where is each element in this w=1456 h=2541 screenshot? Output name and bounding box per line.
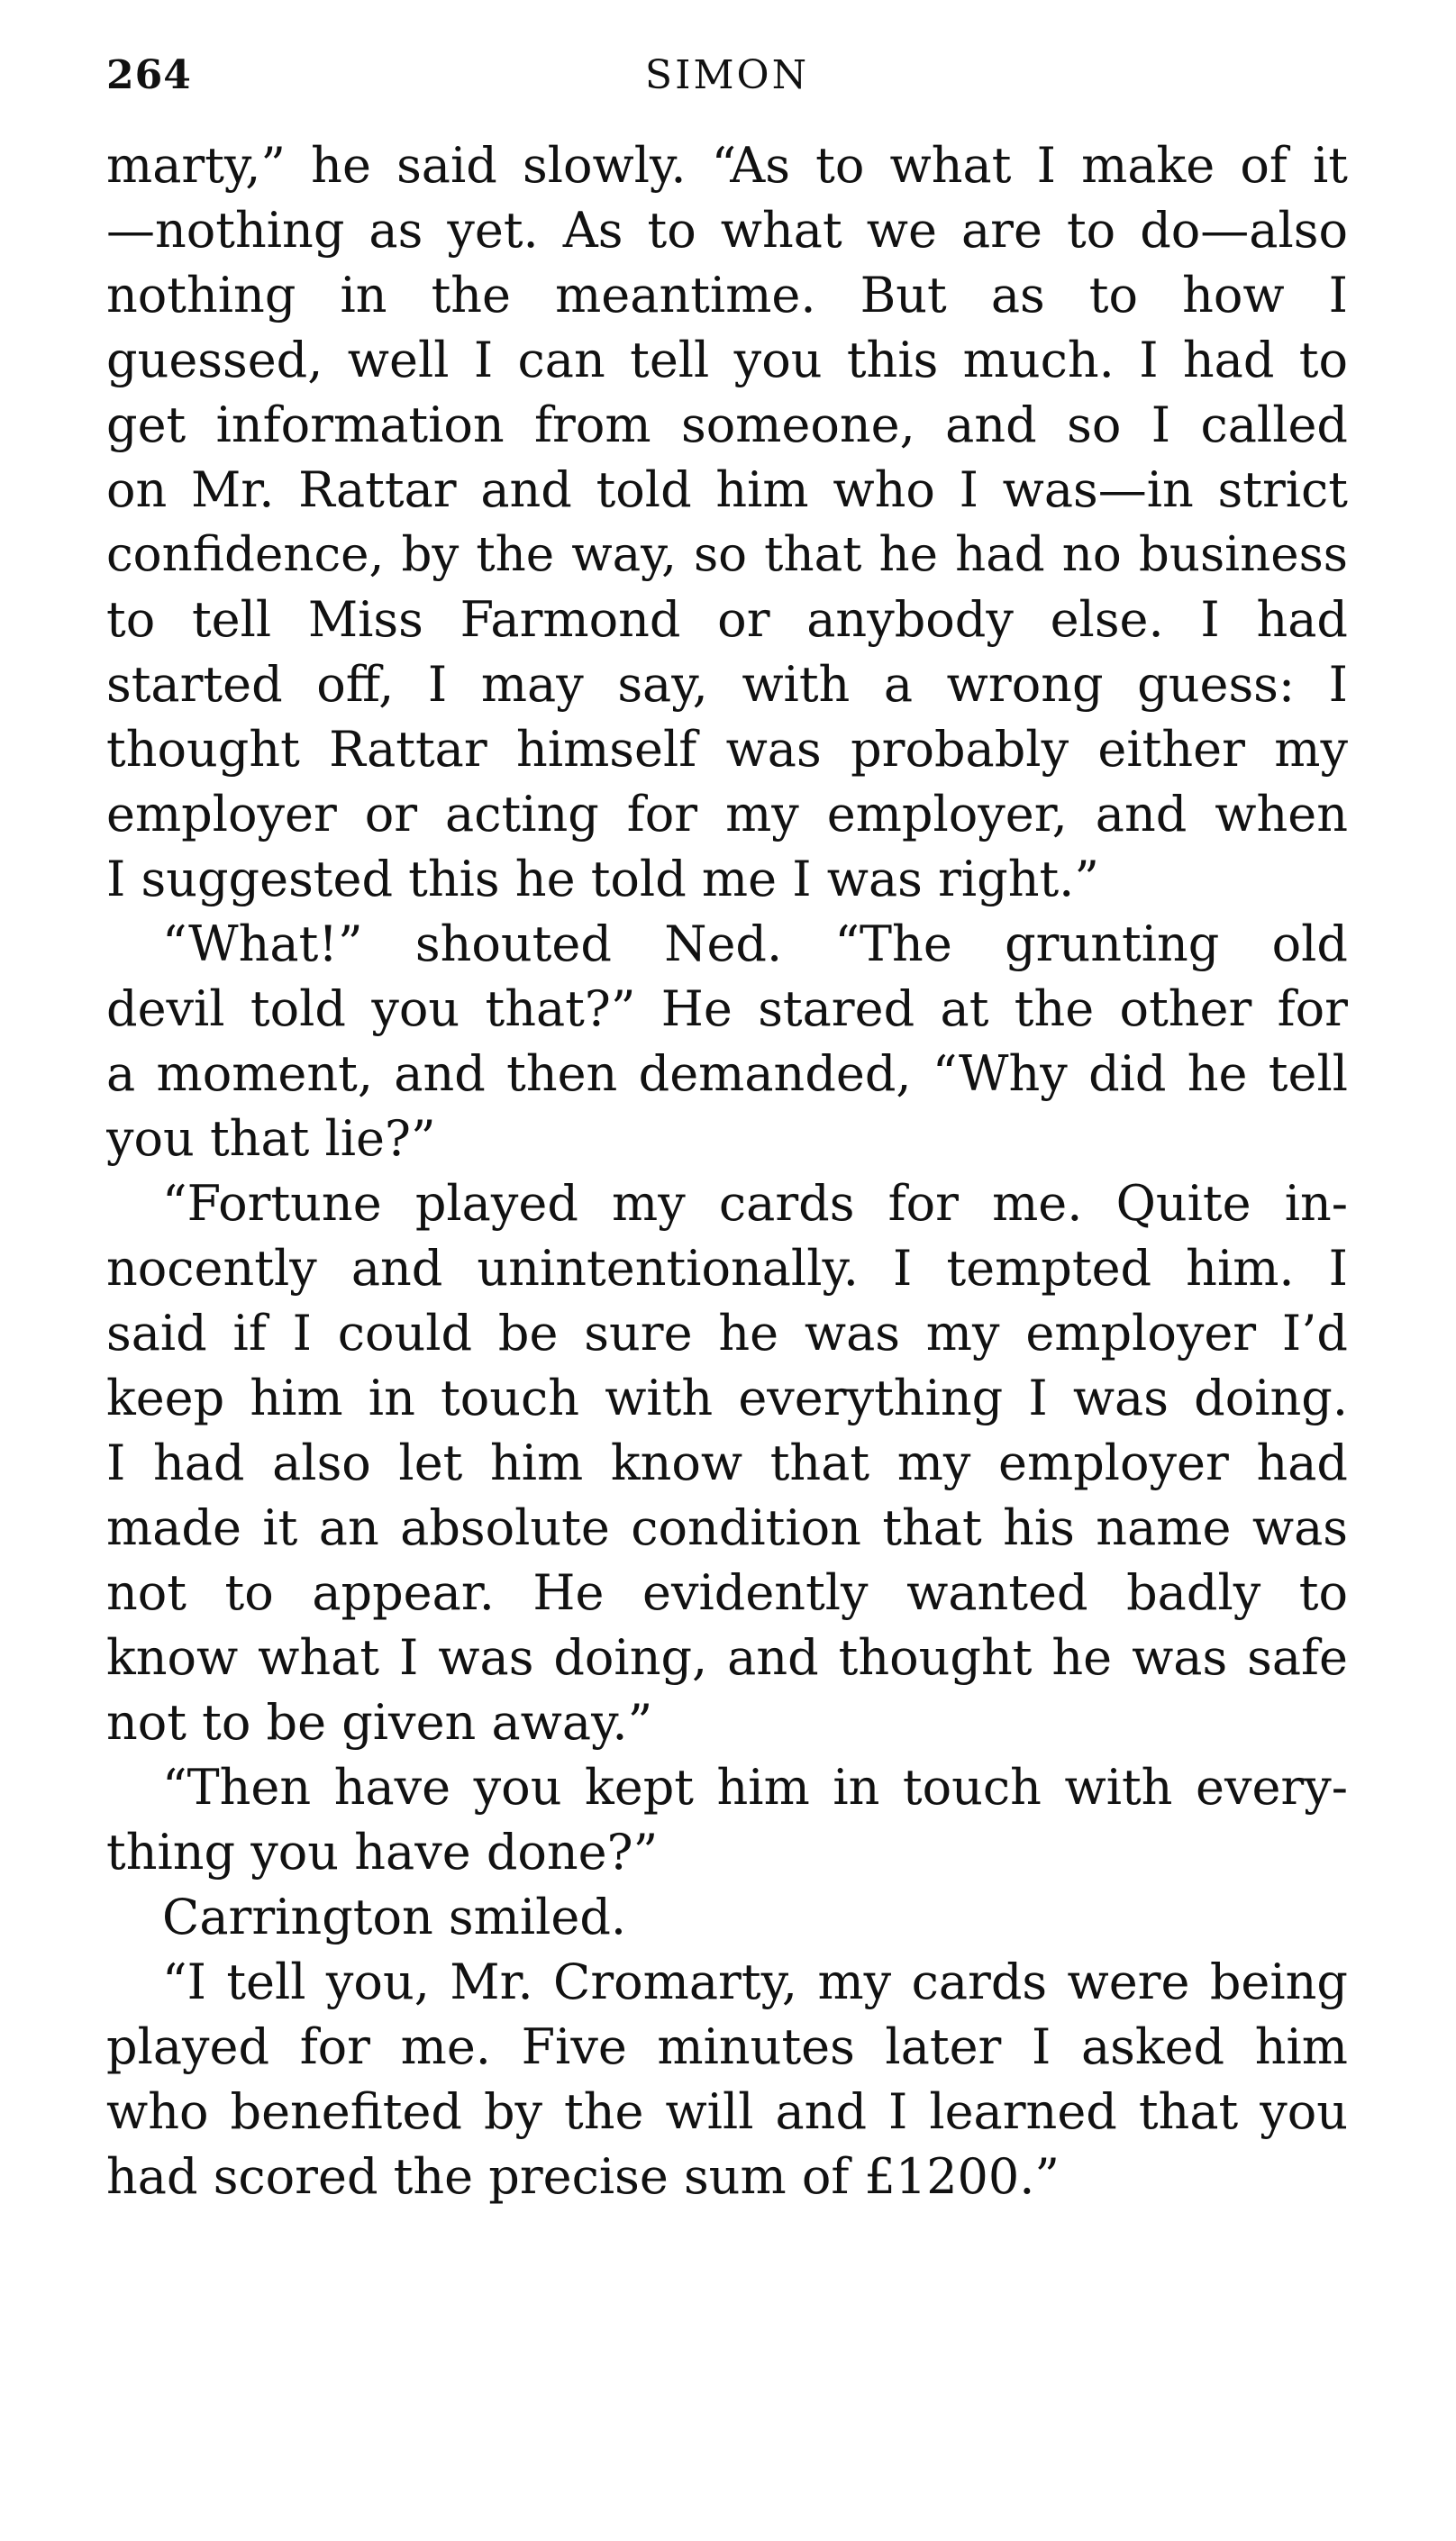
paragraph [106,1950,1348,2209]
text-line: devil told you that?” He stared at the other for [106,980,1348,1037]
text-line: I had also let him know that my employer had [106,1434,1348,1491]
page-number: 264 [106,52,192,98]
text-line: “I tell you, Mr. Cromarty, my cards were being [162,1954,1348,2010]
text-line: keep him in touch with everything I was doing. [106,1370,1348,1426]
text-line: not to appear. He evidently wanted badly to [106,1564,1348,1621]
paragraph [106,133,1348,912]
text-line: a moment, and then demanded, “Why did he tell [106,1045,1348,1102]
paragraph [106,912,1348,1171]
text-line: marty,” he said slowly. “As to what I make of it [106,137,1348,194]
text-line: thought Rattar himself was probably either my [106,721,1348,778]
text-line: “Fortune played my cards for me. Quite in- [162,1175,1348,1232]
text-line: —nothing as yet. As to what we are to do—also [106,202,1348,259]
text-line: confidence, by the way, so that he had no business [106,527,1348,582]
paragraph [106,1171,1348,1755]
text-line: played for me. Five minutes later I asked him [106,2018,1348,2075]
text-line: made it an absolute condition that his name was [106,1499,1348,1556]
text-line: said if I could be sure he was my employer I’d [106,1305,1348,1362]
running-title: SIMON [644,52,810,98]
text-line: get information from someone, and so I called [106,396,1348,453]
text-line: know what I was doing, and thought he was safe [106,1629,1348,1686]
text-line: nothing in the meantime. But as to how I [106,267,1348,323]
text-line: guessed, well I can tell you this much. I had to [106,332,1348,388]
text-line: had scored the precise sum of £1200.” [106,2148,1060,2205]
text-line: on Mr. Rattar and told him who I was—in strict [106,461,1348,518]
text-line: employer or acting for my employer, and when [106,786,1348,842]
text-line: I suggested this he told me I was right.” [106,851,1099,907]
text-line: to tell Miss Farmond or anybody else. I had [106,591,1348,648]
text-line: started off, I may say, with a wrong guess: I [106,656,1348,713]
text-line: who benefited by the will and I learned that you [106,2083,1348,2140]
paragraph [106,1755,1348,1885]
text-line: “Then have you kept him in touch with every- [162,1759,1348,1816]
body-text [106,133,1348,2209]
paragraph [106,1885,1348,1950]
text-line: thing you have done?” [106,1824,659,1881]
text-line: you that lie?” [106,1110,436,1167]
text-line: “What!” shouted Ned. “The grunting old [162,915,1348,972]
text-line: not to be given away.” [106,1694,653,1751]
text-line: Carrington smiled. [162,1889,627,1945]
running-head [106,52,1348,115]
text-line: nocently and unintentionally. I tempted him. I [106,1240,1348,1297]
